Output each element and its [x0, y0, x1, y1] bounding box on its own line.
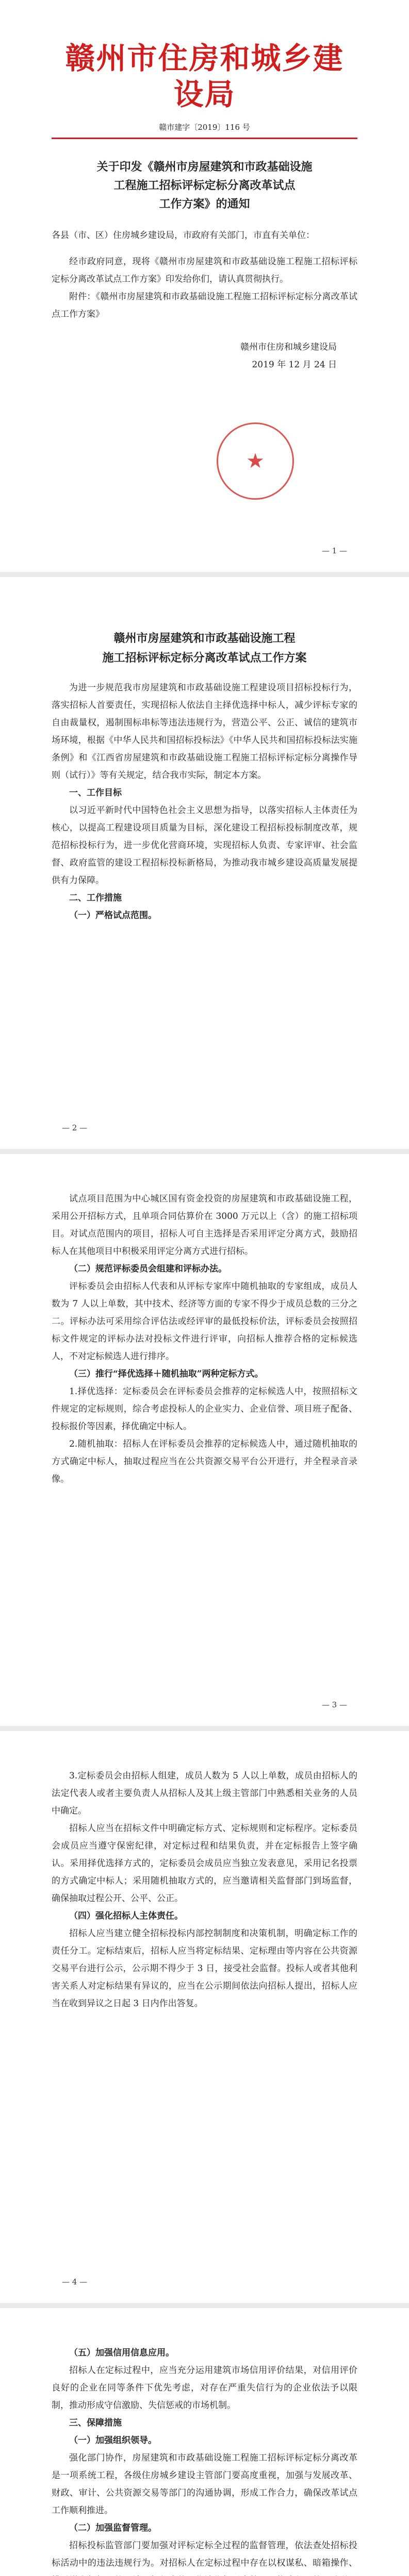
plan-title [52, 629, 357, 668]
plan-title-line: 施工招标评标定标分离改革试点工作方案 [102, 651, 307, 665]
section-body: 招标人应当在招标文件中明确定标方式、定标规则和定标程序。定标委员会成员应当遵守保密纪律，对定标过程和结果负责，并在定标报告上签字确认。采用择优选择方式的，定标委员会成员应当独立发表意见，采用记名投票的方式确定中标人；采用随机抽取方式的，应当邀请相关监督部门到场监督，确保抽取过程公开、公平、公正。 [52, 1823, 357, 1904]
section-heading: 二、工作措施 [69, 893, 122, 903]
official-seal [217, 422, 294, 500]
page-number: — 1 — [321, 546, 347, 555]
notice-title [52, 158, 357, 213]
section-body: 试点项目范围为中心城区国有资金投资的房屋建筑和市政基础设施工程，采用公开招标方式，且单项合同估算价在 3000 万元以上（含）的施工招标项目。对试点范围内的项目，招标人可自主选择是否采用评定分离方式，鼓励招标人在其他项目中积极采用评定分离方式进行招标。 [52, 1194, 357, 1257]
subsection-heading: （四）强化招标人主体责任。 [69, 1911, 183, 1921]
attachment-label: 附件：《赣州市房屋建筑和市政基础设施工程施工招标评标定标分离改革试点工作方案》 [52, 292, 357, 319]
page-1 [0, 0, 409, 572]
subsection-heading: （一）严格试点范围。 [69, 910, 157, 921]
subsection-heading: （三）推行“择优选择＋随机抽取”两种定标方式。 [69, 1369, 264, 1379]
plan-intro: 为进一步规范我市房屋建筑和市政基础设施工程建设项目招标投标行为，落实招标人首要责任，实现招标人依法自主择优选择中标人，减少评标专家的自由裁量权，遏制围标串标等违法违规行为，营造公平、公正、诚信的建筑市场环境，根据《中华人民共和国招标投标法》《中华人民共和国招标投标法实施条例》和《江西省房屋建筑和市政基础设施工程施工招标评标定标分离操作导则（试行）》等有关规定，结合我市实际，制定本方案。 [52, 683, 357, 781]
issuer: 赣州市住房和城乡建设局 [240, 342, 337, 352]
section-heading: 三、保障措施 [69, 2418, 122, 2428]
issue-date: 2019 年 12 月 24 日 [252, 360, 337, 370]
section-body: 招标投标监管部门要加强对评标定标全过程的监督管理，依法查处招标投标活动中的违法违规行为。对招标人在定标过程中存在以权谋私、暗箱操作、 [52, 2540, 357, 2568]
page-4 [0, 1731, 409, 2303]
section-heading: 一、工作目标 [69, 788, 122, 798]
section-body: 强化部门协作，房屋建筑和市政基础设施工程施工招标评标定标分离改革是一项系统工程，各级住房城乡建设主管部门要高度重视，加强与发展改革、财政、审计、公共资源交易等部门的沟通协调，形成工作合力，确保改革试点工作顺利推进。 [52, 2453, 357, 2516]
page-2 [0, 577, 409, 1149]
page-number: — 2 — [62, 1123, 88, 1132]
subsection-heading: （二）加强监督管理。 [69, 2523, 157, 2533]
addressee: 各县（市、区）住房城乡建设局，市政府有关部门，市直有关单位： [52, 230, 315, 241]
masthead: 赣州市住房和城乡建设局 [65, 41, 344, 112]
section-body: 招标人应当建立健全招标投标内部控制制度和决策机制，明确定标工作的责任分工。定标结束后，招标人应当将定标结果、定标理由等内容在公共资源交易平台进行公示，公示期不得少于 3 日，接受社会监督。投标人或者其他利害关系人对定标结果有异议的，应当在公示期间依法向招标人提出，招标人应当在收到异议之日起 3 日内作出答复。 [52, 1928, 357, 2009]
subsection-heading: （五）加强信用信息应用。 [69, 2348, 174, 2358]
list-item: 2.随机抽取：招标人在评标委员会推荐的定标候选人中，通过随机抽取的方式确定中标人，抽取过程应当在公共资源交易平台公开进行，并全程录音录像。 [52, 1439, 357, 1484]
plan-title-line: 赣州市房屋建筑和市政基础设施工程 [113, 632, 296, 645]
list-item: 3.定标委员会由招标人组建，成员人数为 5 人以上单数，成员由招标人的法定代表人或者主要负责人从招标人及其上级主管部门中熟悉相关业务的人员中确定。 [52, 1771, 357, 1816]
notice-body: 经市政府同意，现将《赣州市房屋建筑和市政基础设施工程施工招标评标定标分离改革试点工作方案》印发给你们，请认真贯彻执行。 [52, 257, 357, 284]
page-number: — 4 — [62, 2277, 88, 2286]
page-5 [0, 2308, 409, 2576]
section-body: 招标人在定标过程中，应当充分运用建筑市场信用评价结果，对信用评价良好的企业在同等条件下优先考虑，对存在严重失信行为的企业依法予以限制，推动形成守信激励、失信惩戒的市场机制。 [52, 2365, 357, 2411]
subsection-heading: （二）规范评标委员会组建和评标办法。 [69, 1264, 227, 1274]
star-icon: ★ [246, 449, 265, 473]
subsection-heading: （一）加强组织领导。 [69, 2435, 157, 2446]
section-body: 评标委员会由招标人代表和从评标专家库中随机抽取的专家组成，成员人数为 7 人以上单数，其中技术、经济等方面的专家不得少于成员总数的三分之二。评标办法可采用综合评估法或经评审的最低投标价法，评标委员会按照招标文件规定的评标办法对投标文件进行评审，向招标人推荐合格的定标候选人，不对定标候选人进行排序。 [52, 1281, 357, 1362]
doc-number: 赣市建字〔2019〕116 号 [159, 123, 250, 132]
notice-title-line: 关于印发《赣州市房屋建筑和市政基础设施 [96, 160, 313, 174]
section-body: 以习近平新时代中国特色社会主义思想为指导，以落实招标人主体责任为核心，以提高工程建设项目质量为目标，深化建设工程招标投标制度改革，规范招标投标行为，进一步优化营商环境，实现招标人负责、专家评审、社会监督、政府监管的建设工程招标投标新格局，为推动我市城乡建设高质量发展提供有力保障。 [52, 805, 357, 886]
red-divider [52, 138, 357, 139]
list-item: 1.择优选择：定标委员会在评标委员会推荐的定标候选人中，按照招标文件规定的定标规则，综合考虑投标人的企业实力、企业信誉、项目班子配备、投标报价等因素，择优确定中标人。 [52, 1386, 357, 1432]
notice-title-line: 工程施工招标评标定标分离改革试点 [113, 179, 296, 192]
page-3 [0, 1154, 409, 1726]
notice-title-line: 工作方案》的通知 [159, 197, 250, 211]
page-number: — 3 — [321, 1700, 347, 1709]
